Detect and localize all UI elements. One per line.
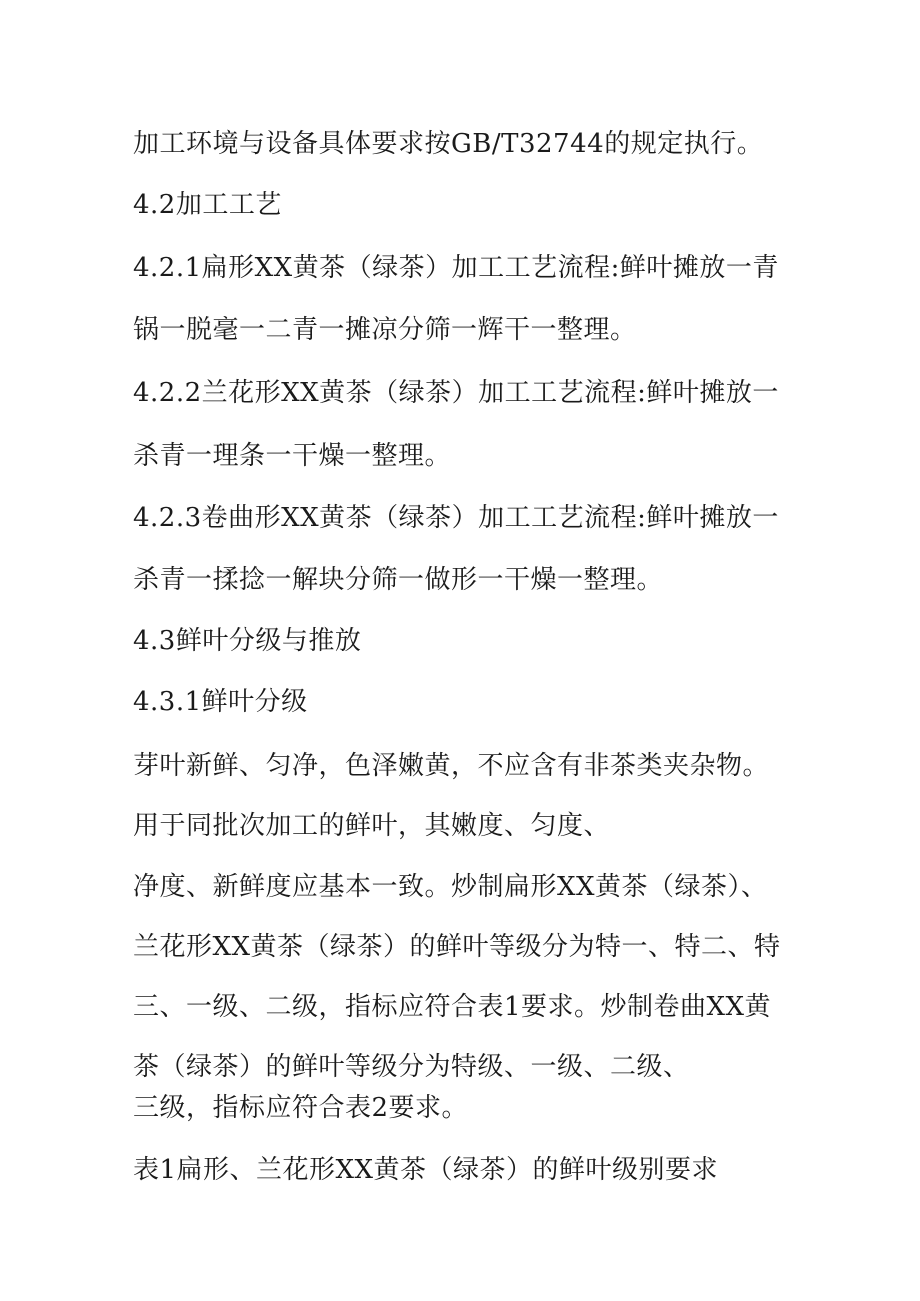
text-line: 兰花形XX黄茶（绿茶）的鲜叶等级分为特一、特二、特 [133,932,781,962]
text-line: 4.2.3卷曲形XX黄茶（绿茶）加工工艺流程:鲜叶摊放一 [133,503,779,533]
text-line: 用于同批次加工的鲜叶，其嫩度、匀度、 [133,811,611,841]
text-line: 杀青一揉捻一解块分筛一做形一干燥一整理。 [133,565,664,595]
text-line: 净度、新鲜度应基本一致。炒制扁形XX黄茶（绿茶）、 [133,872,768,902]
text-line: 杀青一理条一干燥一整理。 [133,441,452,471]
text-line: 加工环境与设备具体要求按GB/T32744的规定执行。 [133,129,764,159]
text-line: 锅一脱毫一二青一摊凉分筛一辉干一整理。 [133,315,637,345]
text-line: 三级，指标应符合表2要求。 [133,1093,469,1123]
text-line: 茶（绿茶）的鲜叶等级分为特级、一级、二级、 [133,1052,690,1082]
section-heading-4-2: 4.2加工工艺 [133,190,282,220]
text-line: 芽叶新鲜、匀净，色泽嫩黄，不应含有非茶类夹杂物。 [133,751,770,781]
table-caption: 表1扁形、兰花形XX黄茶（绿茶）的鲜叶级别要求 [133,1155,719,1185]
text-line: 三、一级、二级，指标应符合表1要求。炒制卷曲XX黄 [133,992,772,1022]
subsection-heading-4-3-1: 4.3.1鲜叶分级 [133,687,308,717]
section-heading-4-3: 4.3鲜叶分级与推放 [133,626,362,656]
text-line: 4.2.1扁形XX黄茶（绿茶）加工工艺流程:鲜叶摊放一青 [133,253,779,283]
text-line: 4.2.2兰花形XX黄茶（绿茶）加工工艺流程:鲜叶摊放一 [133,378,779,408]
